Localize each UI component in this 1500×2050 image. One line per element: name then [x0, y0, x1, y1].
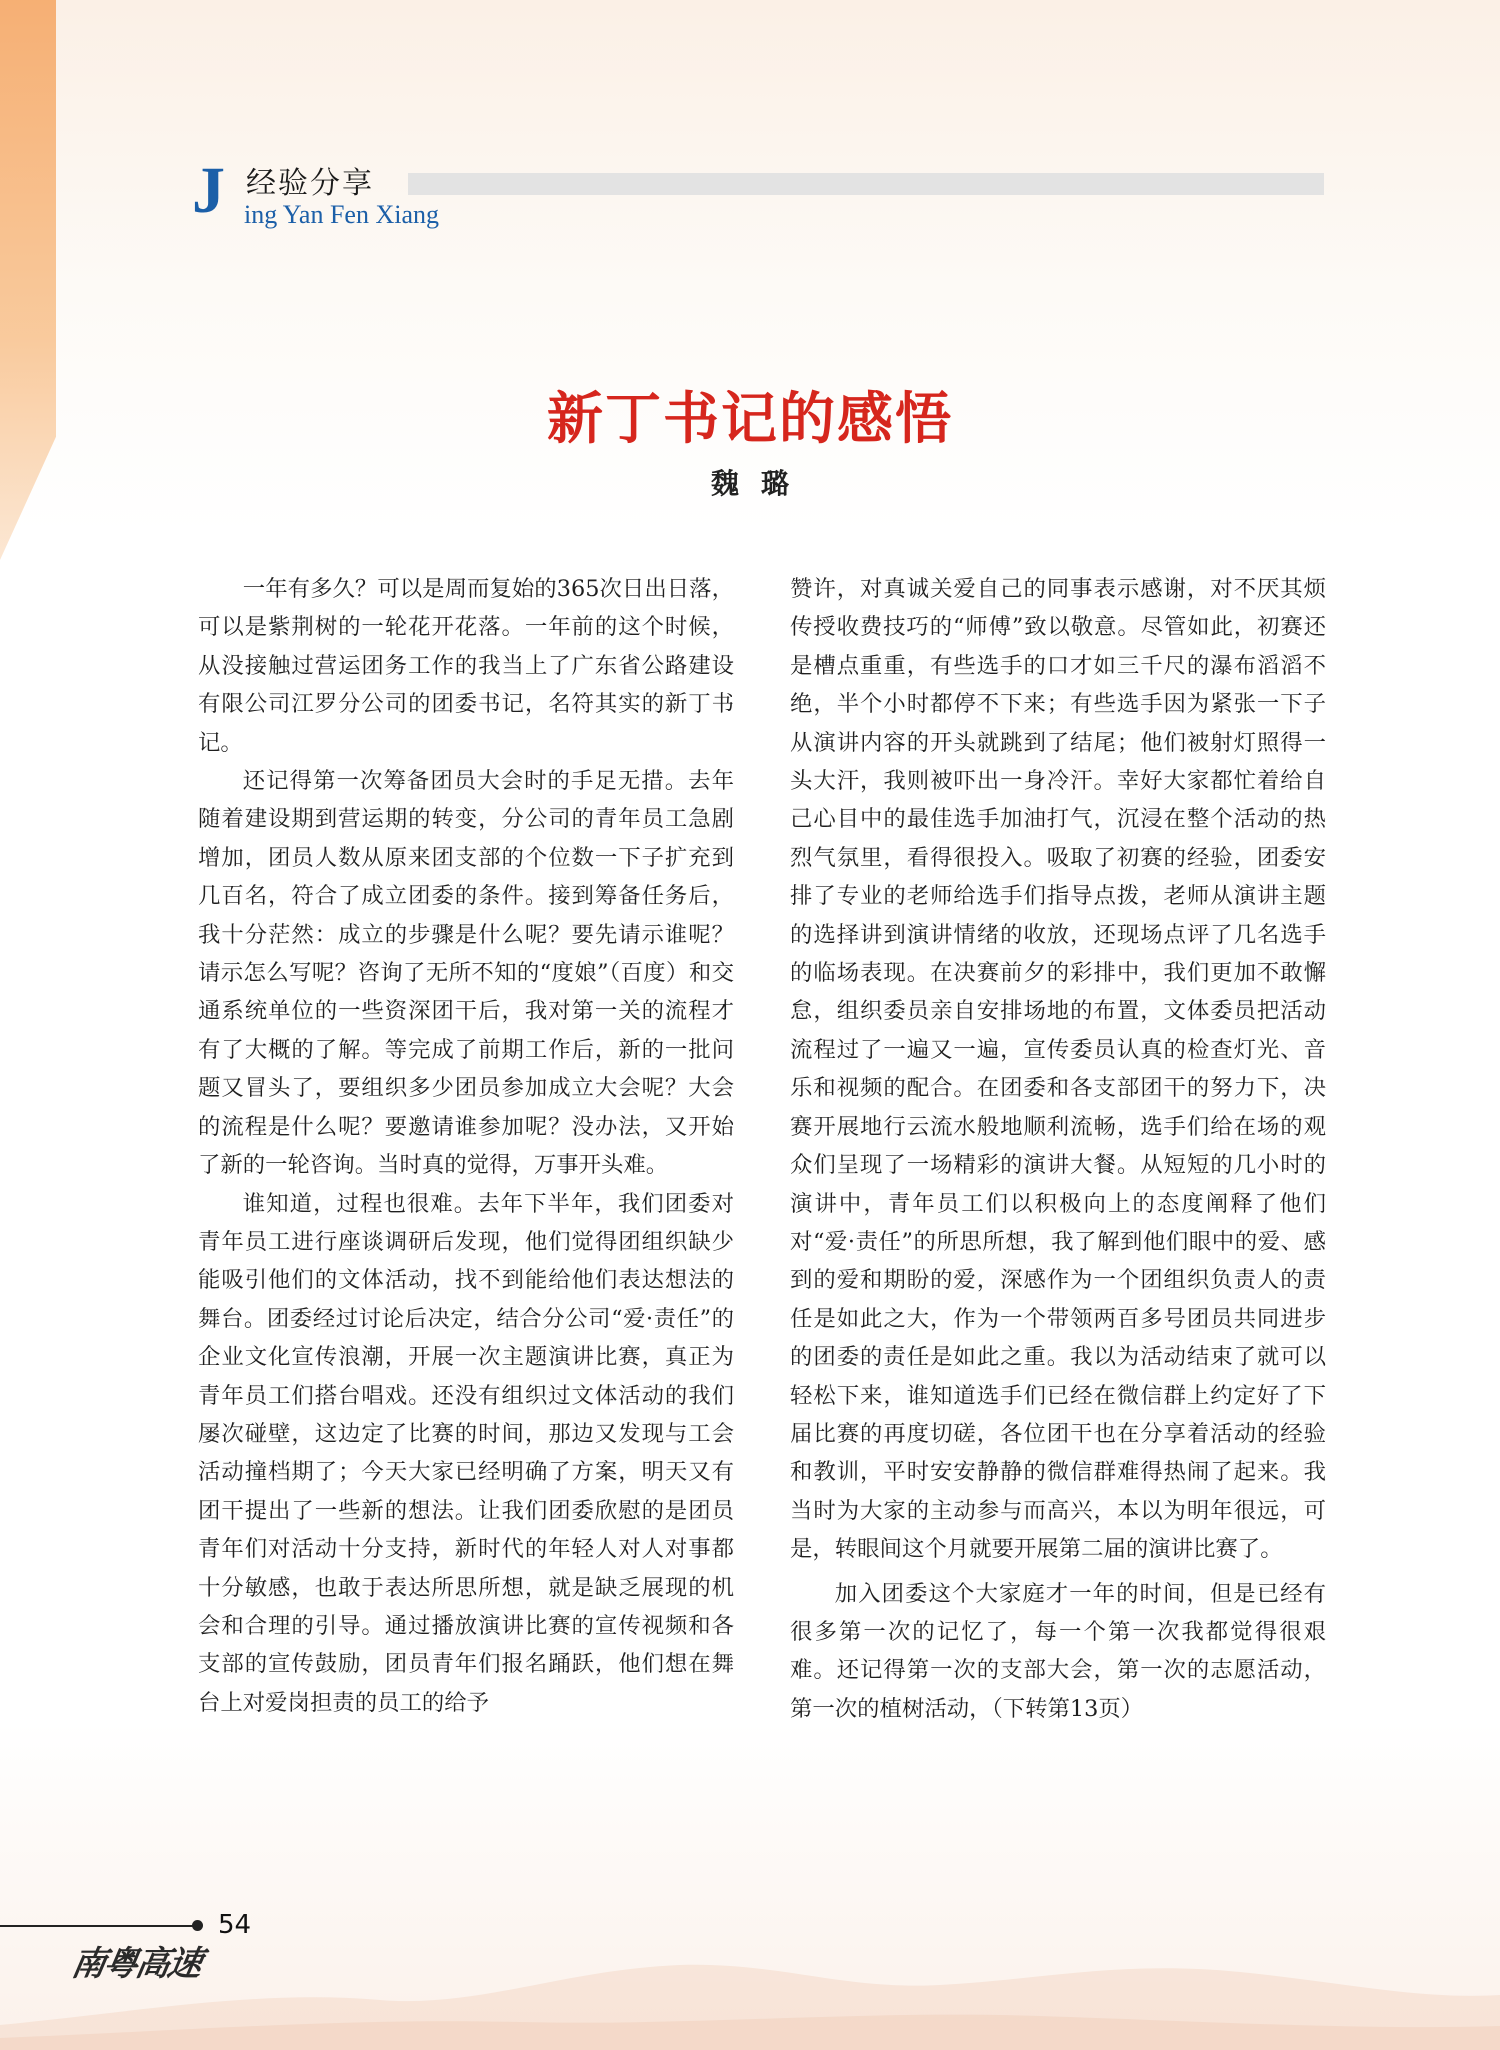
- paragraph: 赞许，对真诚关爱自己的同事表示感谢，对不厌其烦传授收费技巧的“师傅”致以敬意。尽管如此，初赛还是槽点重重，有些选手的口才如三千尺的瀑布滔滔不绝，半个小时都停不下来；有些选手因为紧张一下子从演讲内容的开头就跳到了结尾；他们被射灯照得一头大汗，我则被吓出一身冷汗。幸好大家都忙着给自己心目中的最佳选手加油打气，沉浸在整个活动的热烈气氛里，看得很投入。吸取了初赛的经验，团委安排了专业的老师给选手们指导点拨，老师从演讲主题的选择讲到演讲情绪的收放，还现场点评了几名选手的临场表现。在决赛前夕的彩排中，我们更加不敢懈怠，组织委员亲自安排场地的布置，文体委员把活动流程过了一遍又一遍，宣传委员认真的检查灯光、音乐和视频的配合。在团委和各支部团干的努力下，决赛开展地行云流水般地顺利流畅，选手们给在场的观众们呈现了一场精彩的演讲大餐。从短短的几小时的演讲中，青年员工们以积极向上的态度阐释了他们对“爱·责任”的所思所想，我了解到他们眼中的爱、感到的爱和期盼的爱，深感作为一个团组织负责人的责任是如此之大，作为一个带领两百多号团员共同进步的团委的责任是如此之重。我以为活动结束了就可以轻松下来，谁知道选手们已经在微信群上约定好了下届比赛的再度切磋，各位团干也在分享着活动的经验和教训，平时安安静静的微信群难得热闹了起来。我当时为大家的主动参与而高兴，本以为明年很远，可是，转眼间这个月就要开展第二届的演讲比赛了。: [790, 576, 1326, 1563]
- paragraph: 加入团委这个大家庭才一年的时间，但是已经有很多第一次的记忆了，每一个第一次我都觉得很艰难。还记得第一次的支部大会，第一次的志愿活动，第一次的植树活动，（下转第13页）: [790, 1580, 1326, 1722]
- article-title: 新丁书记的感悟: [547, 385, 953, 452]
- paragraph: 谁知道，过程也很难。去年下半年，我们团委对青年员工进行座谈调研后发现，他们觉得团组织缺少能吸引他们的文体活动，找不到能给他们表达想法的舞台。团委经过讨论后决定，结合分公司“爱·责任”的企业文化宣传浪潮，开展一次主题演讲比赛，真正为青年员工们搭台唱戏。还没有组织过文体活动的我们屡次碰壁，这边定了比赛的时间，那边又发现与工会活动撞档期了；今天大家已经明确了方案，明天又有团干提出了一些新的想法。让我们团委欣慰的是团员青年们对活动十分支持，新时代的年轻人对人对事都十分敏感，也敢于表达所思所想，就是缺乏展现的机会和合理的引导。通过播放演讲比赛的宣传视频和各支部的宣传鼓励，团员青年们报名踊跃，他们想在舞台上对爱岗担责的员工的给予: [198, 1190, 734, 1716]
- article-column-right: [790, 570, 1326, 1852]
- header-initial-letter: J: [192, 154, 225, 227]
- section-title-cn: 经验分享: [246, 166, 374, 201]
- section-title-pinyin: ing Yan Fen Xiang: [244, 200, 440, 229]
- article-column-left: [198, 570, 734, 1852]
- mountain-decoration: [0, 1930, 1500, 2050]
- paragraph: 还记得第一次筹备团员大会时的手足无措。去年随着建设期到营运期的转变，分公司的青年员工急剧增加，团员人数从原来团支部的个位数一下子扩充到几百名，符合了成立团委的条件。接到筹备任务后，我十分茫然：成立的步骤是什么呢？要先请示谁呢？请示怎么写呢？咨询了无所不知的“度娘”（百度）和交通系统单位的一些资深团干后，我对第一关的流程才有了大概的了解。等完成了前期工作后，新的一批问题又冒头了，要组织多少团员参加成立大会呢？大会的流程是什么呢？要邀请谁参加呢？没办法，又开始了新的一轮咨询。当时真的觉得，万事开头难。: [198, 768, 734, 1179]
- paragraph: 一年有多久？可以是周而复始的365次日出日落，可以是紫荆树的一轮花开花落。一年前的这个时候，从没接触过营运团务工作的我当上了广东省公路建设有限公司江罗分公司的团委书记，名符其实的新丁书记。: [198, 576, 734, 756]
- magazine-brand-logo: 南粤高速: [68, 1944, 204, 1984]
- page-number: 54: [218, 1910, 252, 1940]
- footer-rule: [0, 1925, 198, 1927]
- header-gray-bar: [408, 173, 1324, 195]
- article-author: 魏璐: [710, 467, 811, 500]
